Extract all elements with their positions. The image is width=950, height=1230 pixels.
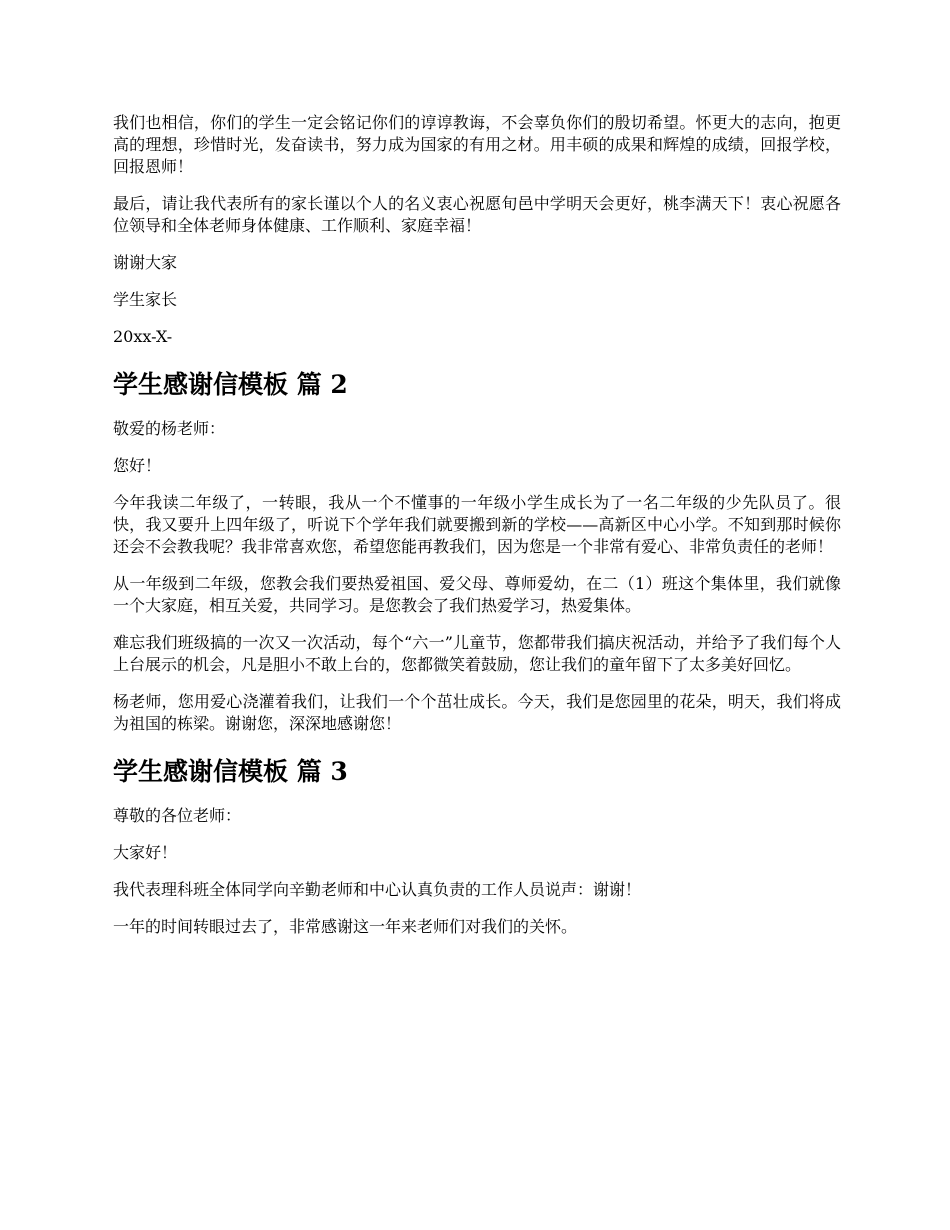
paragraph: 尊敬的各位老师：: [113, 806, 242, 825]
paragraph: 敬爱的杨老师：: [113, 419, 226, 438]
paragraph: 今年我读二年级了，一转眼，我从一个不懂事的一年级小学生成长为了一名二年级的少先队员了。很快，我又要升上四年级了，听说下个学年我们就要搬到新的学校——高新区中心小学。不知到那时候你还会不会教我呢？我非常喜欢您，希望您能再教我们，因为您是一个非常有爱心、非常负责任的老师！: [113, 493, 841, 556]
paragraph: 从一年级到二年级，您教会我们要热爱祖国、爱父母、尊师爱幼，在二（1）班这个集体里，我们就像一个大家庭，相互关爱，共同学习。是您教会了我们热爱学习，热爱集体。: [113, 574, 841, 615]
section-heading: 学生感谢信模板 篇 3: [113, 757, 348, 786]
paragraph: 20xx-X-: [113, 327, 173, 346]
document-page: [113, 112, 841, 953]
paragraph: 学生家长: [113, 290, 178, 309]
paragraph: 我们也相信，你们的学生一定会铭记你们的谆谆教诲，不会辜负你们的殷切希望。怀更大的志向，抱更高的理想，珍惜时光，发奋读书，努力成为国家的有用之材。用丰硕的成果和辉煌的成绩，回报学校，回报恩师！: [113, 113, 841, 176]
section-heading: 学生感谢信模板 篇 2: [113, 370, 348, 399]
paragraph: 难忘我们班级搞的一次又一次活动，每个“六一”儿童节，您都带我们搞庆祝活动，并给予了我们每个人上台展示的机会，凡是胆小不敢上台的，您都微笑着鼓励，您让我们的童年留下了太多美好回忆。: [113, 633, 841, 674]
paragraph: 一年的时间转眼过去了，非常感谢这一年来老师们对我们的关怀。: [113, 917, 578, 936]
paragraph: 谢谢大家: [113, 253, 178, 272]
paragraph: 您好！: [113, 456, 162, 475]
paragraph: 大家好！: [113, 843, 178, 862]
paragraph: 最后，请让我代表所有的家长谨以个人的名义衷心祝愿旬邑中学明天会更好，桃李满天下！衷心祝愿各位领导和全体老师身体健康、工作顺利、家庭幸福！: [113, 194, 841, 235]
paragraph: 杨老师，您用爱心浇灌着我们，让我们一个个茁壮成长。今天，我们是您园里的花朵，明天，我们将成为祖国的栋梁。谢谢您，深深地感谢您！: [113, 692, 841, 733]
paragraph: 我代表理科班全体同学向辛勤老师和中心认真负责的工作人员说声：谢谢！: [113, 880, 642, 899]
